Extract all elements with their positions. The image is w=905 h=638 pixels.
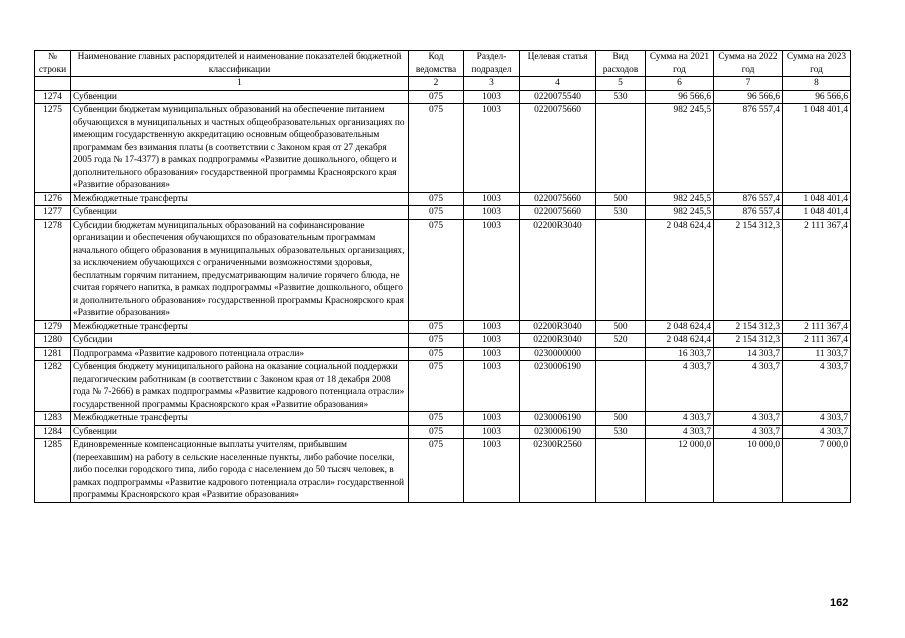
expense-type-cell — [596, 347, 646, 361]
target-item-cell: 0230006190 — [520, 361, 596, 412]
target-item-cell: 0230006190 — [520, 412, 596, 426]
section-cell: 1003 — [464, 104, 520, 193]
expense-type-cell: 530 — [596, 90, 646, 104]
column-number: 5 — [596, 77, 646, 91]
page-number: 162 — [830, 597, 849, 609]
column-number: 1 — [71, 77, 409, 91]
row-number-cell: 1276 — [35, 192, 71, 206]
header-target-item: Целевая статья — [520, 51, 596, 77]
sum-2022-cell: 2 154 312,3 — [714, 219, 783, 320]
department-code-cell: 075 — [409, 104, 464, 193]
sum-2021-cell: 96 566,6 — [646, 90, 714, 104]
sum-2022-cell: 96 566,6 — [714, 90, 783, 104]
table-row — [35, 219, 851, 320]
expense-type-cell: 500 — [596, 412, 646, 426]
name-cell: Субвенции — [71, 90, 409, 104]
column-number: 3 — [464, 77, 520, 91]
name-cell: Субвенции бюджетам муниципальных образований на обеспечение питанием обучающихся в муниципальных и частных общеобразовательных организациях по имеющим государственную аккредитацию основным общеобразовательным программам без взимания платы (в соответствии с Законом края от 27 декабря 2005 года № 17-4377) в рамках подпрограммы «Развитие дошкольного, общего и дополнительного образования» государственной программы Красноярского края «Развитие образования» — [71, 104, 409, 193]
sum-2021-cell: 4 303,7 — [646, 412, 714, 426]
name-cell: Субвенция бюджету муниципального района на оказание социальной поддержки педагогическим работникам (в соответствии с Законом края от 18 декабря 2008 года № 7-2666) в рамках подпрограммы «Развитие кадрового потенциала отрасли» государственной программы Красноярского края «Развитие образования» — [71, 361, 409, 412]
expense-type-cell: 500 — [596, 320, 646, 334]
row-number-cell: 1281 — [35, 347, 71, 361]
row-number-cell: 1282 — [35, 361, 71, 412]
sum-2022-cell: 4 303,7 — [714, 361, 783, 412]
sum-2021-cell: 982 245,5 — [646, 104, 714, 193]
sum-2021-cell: 12 000,0 — [646, 439, 714, 503]
sum-2021-cell: 2 048 624,4 — [646, 219, 714, 320]
header-row — [35, 51, 851, 77]
name-cell: Единовременные компенсационные выплаты учителям, прибывшим (переехавшим) на работу в сельские населенные пункты, либо рабочие поселки, либо поселки городского типа, либо города с населением до 50 тысяч человек, в рамках подпрограммы «Развитие кадрового потенциала отрасли» государственной программы Красноярского края «Развитие образования» — [71, 439, 409, 503]
name-cell: Межбюджетные трансферты — [71, 412, 409, 426]
sum-2022-cell: 14 303,7 — [714, 347, 783, 361]
name-cell: Субсидии бюджетам муниципальных образований на софинансирование организации и обеспечения обучающихся по образовательным программам начального общего образования в муниципальных образовательных организациях, за исключением обучающихся с ограниченными возможностями здоровья, бесплатным горячим питанием, предусматривающим наличие горячего блюда, не считая горячего напитка, в рамках подпрограммы «Развитие дошкольного, общего и дополнительного образования» государственной программы Красноярского края «Развитие образования» — [71, 219, 409, 320]
section-cell: 1003 — [464, 90, 520, 104]
column-number: 8 — [783, 77, 851, 91]
department-code-cell: 075 — [409, 412, 464, 426]
expense-type-cell — [596, 439, 646, 503]
sum-2023-cell: 7 000,0 — [783, 439, 851, 503]
sum-2023-cell: 2 111 367,4 — [783, 320, 851, 334]
target-item-cell: 0220075660 — [520, 104, 596, 193]
section-cell: 1003 — [464, 334, 520, 348]
column-number: 6 — [646, 77, 714, 91]
table-row — [35, 439, 851, 503]
sum-2023-cell: 96 566,6 — [783, 90, 851, 104]
section-cell: 1003 — [464, 412, 520, 426]
target-item-cell: 02200R3040 — [520, 334, 596, 348]
sum-2021-cell: 2 048 624,4 — [646, 334, 714, 348]
section-cell: 1003 — [464, 361, 520, 412]
sum-2023-cell: 1 048 401,4 — [783, 206, 851, 220]
department-code-cell: 075 — [409, 320, 464, 334]
sum-2023-cell: 11 303,7 — [783, 347, 851, 361]
section-cell: 1003 — [464, 192, 520, 206]
row-number-cell: 1277 — [35, 206, 71, 220]
sum-2022-cell: 4 303,7 — [714, 425, 783, 439]
department-code-cell: 075 — [409, 347, 464, 361]
table-row — [35, 320, 851, 334]
expense-type-cell: 500 — [596, 192, 646, 206]
expense-type-cell: 520 — [596, 334, 646, 348]
section-cell: 1003 — [464, 425, 520, 439]
sum-2022-cell: 10 000,0 — [714, 439, 783, 503]
target-item-cell: 02200R3040 — [520, 320, 596, 334]
department-code-cell: 075 — [409, 219, 464, 320]
section-cell: 1003 — [464, 439, 520, 503]
table-row — [35, 104, 851, 193]
expense-type-cell: 530 — [596, 206, 646, 220]
header-department-code: Код ведомства — [409, 51, 464, 77]
row-number-cell: 1274 — [35, 90, 71, 104]
row-number-cell: 1284 — [35, 425, 71, 439]
section-cell: 1003 — [464, 320, 520, 334]
sum-2021-cell: 4 303,7 — [646, 425, 714, 439]
name-cell: Субсидии — [71, 334, 409, 348]
sum-2023-cell: 4 303,7 — [783, 425, 851, 439]
sum-2023-cell: 4 303,7 — [783, 361, 851, 412]
department-code-cell: 075 — [409, 334, 464, 348]
header-name: Наименование главных распорядителей и наименование показателей бюджетной классификации — [71, 51, 409, 77]
sum-2022-cell: 876 557,4 — [714, 206, 783, 220]
sum-2021-cell: 16 303,7 — [646, 347, 714, 361]
department-code-cell: 075 — [409, 425, 464, 439]
expense-type-cell — [596, 361, 646, 412]
column-number-row — [35, 77, 851, 91]
column-number: 4 — [520, 77, 596, 91]
name-cell: Подпрограмма «Развитие кадрового потенциала отрасли» — [71, 347, 409, 361]
row-number-cell: 1278 — [35, 219, 71, 320]
expense-type-cell: 530 — [596, 425, 646, 439]
name-cell: Субвенции — [71, 206, 409, 220]
section-cell: 1003 — [464, 206, 520, 220]
department-code-cell: 075 — [409, 361, 464, 412]
section-cell: 1003 — [464, 347, 520, 361]
department-code-cell: 075 — [409, 90, 464, 104]
row-number-cell: 1283 — [35, 412, 71, 426]
sum-2021-cell: 982 245,5 — [646, 192, 714, 206]
table-row — [35, 412, 851, 426]
header-sum-2023: Сумма на 2023 год — [783, 51, 851, 77]
sum-2023-cell: 2 111 367,4 — [783, 219, 851, 320]
table-row — [35, 361, 851, 412]
department-code-cell: 075 — [409, 439, 464, 503]
target-item-cell: 02200R3040 — [520, 219, 596, 320]
budget-table — [34, 50, 851, 503]
row-number-cell: 1279 — [35, 320, 71, 334]
sum-2021-cell: 982 245,5 — [646, 206, 714, 220]
header-row-number: № строки — [35, 51, 71, 77]
table-row — [35, 425, 851, 439]
table-row — [35, 192, 851, 206]
target-item-cell: 02300R2560 — [520, 439, 596, 503]
target-item-cell: 0230000000 — [520, 347, 596, 361]
header-sum-2022: Сумма на 2022 год — [714, 51, 783, 77]
sum-2022-cell: 4 303,7 — [714, 412, 783, 426]
target-item-cell: 0230006190 — [520, 425, 596, 439]
sum-2022-cell: 876 557,4 — [714, 192, 783, 206]
row-number-cell: 1285 — [35, 439, 71, 503]
name-cell: Межбюджетные трансферты — [71, 192, 409, 206]
table-row — [35, 206, 851, 220]
sum-2021-cell: 2 048 624,4 — [646, 320, 714, 334]
sum-2023-cell: 1 048 401,4 — [783, 192, 851, 206]
header-sum-2021: Сумма на 2021 год — [646, 51, 714, 77]
column-number: 7 — [714, 77, 783, 91]
sum-2022-cell: 2 154 312,3 — [714, 334, 783, 348]
expense-type-cell — [596, 104, 646, 193]
name-cell: Межбюджетные трансферты — [71, 320, 409, 334]
row-number-cell: 1280 — [35, 334, 71, 348]
sum-2023-cell: 1 048 401,4 — [783, 104, 851, 193]
sum-2023-cell: 2 111 367,4 — [783, 334, 851, 348]
target-item-cell: 0220075540 — [520, 90, 596, 104]
target-item-cell: 0220075660 — [520, 206, 596, 220]
sum-2021-cell: 4 303,7 — [646, 361, 714, 412]
expense-type-cell — [596, 219, 646, 320]
row-number-cell: 1275 — [35, 104, 71, 193]
sum-2022-cell: 876 557,4 — [714, 104, 783, 193]
table-row — [35, 334, 851, 348]
sum-2022-cell: 2 154 312,3 — [714, 320, 783, 334]
department-code-cell: 075 — [409, 192, 464, 206]
department-code-cell: 075 — [409, 206, 464, 220]
section-cell: 1003 — [464, 219, 520, 320]
target-item-cell: 0220075660 — [520, 192, 596, 206]
sum-2023-cell: 4 303,7 — [783, 412, 851, 426]
table-row — [35, 347, 851, 361]
header-expense-type: Вид расходов — [596, 51, 646, 77]
name-cell: Субвенции — [71, 425, 409, 439]
column-number — [35, 77, 71, 91]
table-row — [35, 90, 851, 104]
column-number: 2 — [409, 77, 464, 91]
header-section: Раздел-подраздел — [464, 51, 520, 77]
